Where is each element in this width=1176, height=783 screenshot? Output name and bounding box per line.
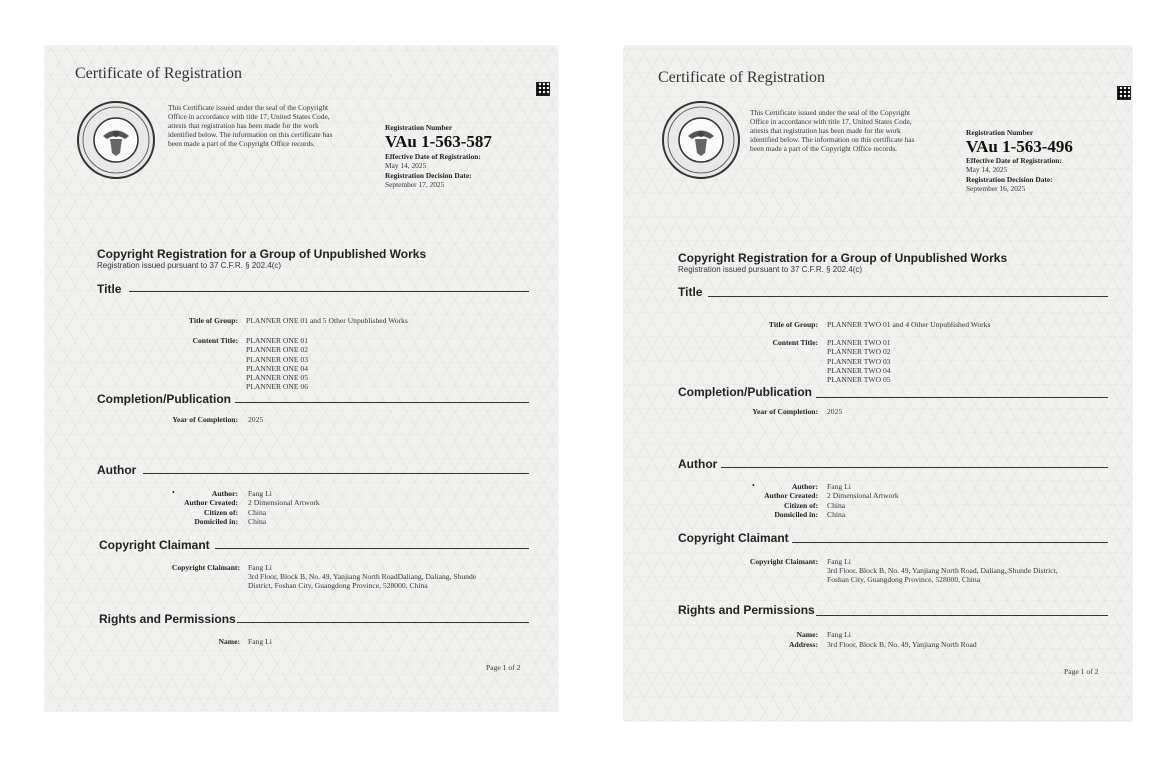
section-rights-rule bbox=[237, 622, 529, 623]
content-title-list bbox=[246, 336, 308, 392]
year-of-completion-label: Year of Completion: bbox=[172, 415, 238, 424]
author-created-value: 2 Dimensional Artwork bbox=[827, 491, 899, 500]
rights-name-label: Name: bbox=[796, 630, 818, 639]
effective-date-label: Effective Date of Registration: bbox=[385, 152, 481, 161]
domiciled-label: Domiciled in: bbox=[194, 517, 238, 526]
year-of-completion-label: Year of Completion: bbox=[752, 407, 818, 416]
section-author: Author bbox=[97, 463, 137, 477]
rights-name-label: Name: bbox=[218, 637, 240, 646]
effective-date: May 14, 2025 bbox=[385, 161, 427, 170]
section-claimant-rule bbox=[215, 548, 529, 549]
section-claimant-rule bbox=[792, 542, 1108, 543]
copyright-office-seal-icon bbox=[662, 101, 740, 179]
rights-name-value: Fang Li bbox=[827, 630, 851, 639]
author-label: Author: bbox=[211, 489, 238, 498]
claimant-name: Fang Li bbox=[827, 557, 851, 566]
year-of-completion-value: 2025 bbox=[248, 415, 264, 424]
domiciled-value: China bbox=[827, 510, 846, 519]
group-heading: Copyright Registration for a Group of Unpublished Works bbox=[678, 251, 1008, 265]
citizen-value: China bbox=[248, 508, 267, 517]
group-subheading: Registration issued pursuant to 37 C.F.R. § 202.4(c) bbox=[97, 261, 282, 270]
section-claimant: Copyright Claimant bbox=[678, 531, 789, 545]
section-completion: Completion/Publication bbox=[97, 392, 231, 406]
section-completion: Completion/Publication bbox=[678, 385, 812, 399]
registration-number: VAu 1-563-587 bbox=[385, 132, 492, 151]
claimant-name: Fang Li bbox=[248, 563, 272, 572]
certificate-intro-text: This Certificate issued under the seal of the Copyright Office in accordance with title 17, United States Code, attests that registration has been made for the work identified below. The information on this certificate has been made a part of the Copyright Office records. bbox=[168, 103, 333, 148]
author-created-value: 2 Dimensional Artwork bbox=[248, 498, 320, 507]
author-label: Author: bbox=[791, 482, 818, 491]
page-number: Page 1 of 2 bbox=[1064, 667, 1099, 676]
content-title-item: PLANNER TWO 05 bbox=[827, 375, 891, 385]
certificate-page-2 bbox=[624, 46, 1132, 721]
title-of-group-label: Title of Group: bbox=[768, 320, 818, 329]
content-title-item: PLANNER ONE 04 bbox=[246, 363, 309, 373]
claimant-address-line-2: District, Foshan City, Guangdong Province, 528000, China bbox=[248, 581, 428, 590]
author-created-label: Author Created: bbox=[764, 491, 818, 500]
content-title-item: PLANNER TWO 01 bbox=[827, 338, 891, 347]
section-author-rule bbox=[143, 473, 529, 474]
section-title-rule bbox=[708, 296, 1108, 297]
rights-name-value: Fang Li bbox=[248, 637, 272, 646]
section-author-rule bbox=[721, 467, 1108, 468]
certificate-page-1 bbox=[45, 46, 558, 711]
citizen-value: China bbox=[827, 501, 846, 510]
section-title-rule bbox=[129, 291, 529, 292]
decision-date-label: Registration Decision Date: bbox=[966, 175, 1053, 184]
section-rights-rule bbox=[816, 615, 1108, 616]
content-title-item: PLANNER ONE 01 bbox=[246, 336, 309, 345]
content-title-item: PLANNER TWO 02 bbox=[827, 347, 891, 357]
group-subheading: Registration issued pursuant to 37 C.F.R. § 202.4(c) bbox=[678, 265, 863, 274]
rights-address-value: 3rd Floor, Block B, No. 49, Yanjiang North Road bbox=[827, 640, 977, 649]
registration-number-label: Registration Number bbox=[966, 128, 1034, 137]
rights-address-label: Address: bbox=[789, 640, 818, 649]
claimant-address-line-1: 3rd Floor, Block B, No. 49, Yanjiang North Road, Daliang, Shunde District, bbox=[827, 566, 1058, 575]
title-of-group-label: Title of Group: bbox=[188, 316, 238, 325]
section-completion-rule bbox=[816, 397, 1108, 398]
content-title-label: Content Title: bbox=[192, 336, 238, 345]
author-value: Fang Li bbox=[248, 489, 272, 498]
decision-date-label: Registration Decision Date: bbox=[385, 171, 472, 180]
title-of-group-value: PLANNER TWO 01 and 4 Other Unpublished Works bbox=[827, 320, 991, 329]
claimant-address-line-1: 3rd Floor, Block B, No. 49, Yanjiang North RoadDaliang, Daliang, Shunde bbox=[248, 572, 477, 581]
section-claimant: Copyright Claimant bbox=[99, 538, 210, 552]
claimant-label: Copyright Claimant: bbox=[171, 563, 240, 572]
certificate-title: Certificate of Registration bbox=[75, 65, 243, 82]
page-number: Page 1 of 2 bbox=[486, 663, 521, 672]
certificate-intro-text: This Certificate issued under the seal of the Copyright Office in accordance with title 17, United States Code, attests that registration has been made for the work identified below. The information on this certificate has been made a part of the Copyright Office records. bbox=[750, 108, 915, 153]
content-title-label: Content Title: bbox=[772, 338, 818, 347]
qr-code-icon bbox=[1117, 86, 1131, 100]
registration-number-label: Registration Number bbox=[385, 123, 453, 132]
domiciled-value: China bbox=[248, 517, 267, 526]
registration-number: VAu 1-563-496 bbox=[966, 137, 1073, 156]
content-title-list bbox=[827, 338, 891, 384]
content-title-item: PLANNER ONE 02 bbox=[246, 345, 309, 355]
claimant-label: Copyright Claimant: bbox=[749, 557, 818, 566]
copyright-office-seal-icon bbox=[77, 101, 155, 179]
section-title: Title bbox=[97, 282, 122, 296]
year-of-completion-value: 2025 bbox=[827, 407, 843, 416]
qr-code-icon bbox=[536, 82, 550, 96]
citizen-label: Citizen of: bbox=[204, 508, 238, 517]
author-bullet: • bbox=[752, 481, 755, 490]
content-title-item: PLANNER TWO 03 bbox=[827, 356, 891, 366]
content-title-item: PLANNER ONE 05 bbox=[246, 373, 309, 383]
certificate-title: Certificate of Registration bbox=[658, 69, 826, 86]
content-title-item: PLANNER ONE 03 bbox=[246, 354, 309, 364]
section-rights: Rights and Permissions bbox=[678, 603, 815, 617]
author-value: Fang Li bbox=[827, 482, 851, 491]
citizen-label: Citizen of: bbox=[784, 501, 818, 510]
section-completion-rule bbox=[235, 402, 529, 403]
content-title-item: PLANNER TWO 04 bbox=[827, 365, 891, 375]
effective-date: May 14, 2025 bbox=[966, 165, 1008, 174]
decision-date: September 16, 2025 bbox=[966, 184, 1026, 193]
claimant-address-line-2: Foshan City, Guangdong Province, 528000, China bbox=[827, 575, 981, 584]
section-title: Title bbox=[678, 285, 703, 299]
title-of-group-value: PLANNER ONE 01 and 5 Other Unpublished Works bbox=[246, 316, 408, 325]
author-created-label: Author Created: bbox=[184, 498, 238, 507]
content-title-item: PLANNER ONE 06 bbox=[246, 382, 309, 392]
decision-date: September 17, 2025 bbox=[385, 180, 445, 189]
section-author: Author bbox=[678, 457, 718, 471]
domiciled-label: Domiciled in: bbox=[774, 510, 818, 519]
section-rights: Rights and Permissions bbox=[99, 612, 236, 626]
group-heading: Copyright Registration for a Group of Unpublished Works bbox=[97, 247, 427, 261]
author-bullet: • bbox=[172, 488, 175, 497]
effective-date-label: Effective Date of Registration: bbox=[966, 156, 1062, 165]
